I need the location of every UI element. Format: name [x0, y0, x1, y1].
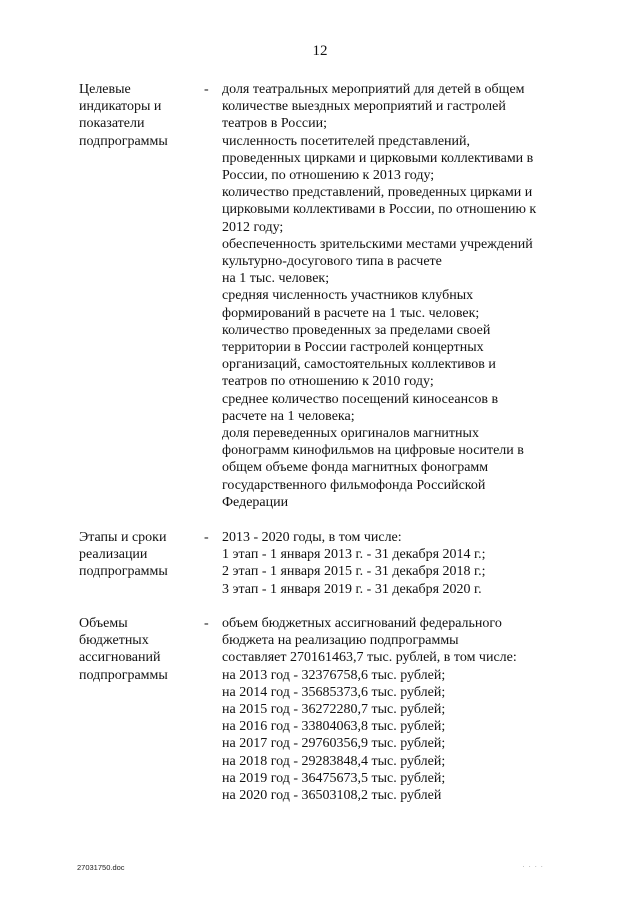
footer-filename: 27031750.doc — [77, 863, 125, 872]
section-label — [79, 615, 197, 684]
content-line: на 2019 год - 36475673,5 тыс. рублей; — [222, 770, 446, 786]
content-line: количество представлений, проведенных цирками и — [222, 185, 533, 201]
content-line: средняя численность участников клубных — [222, 288, 474, 304]
content-line: на 2018 год - 29283848,4 тыс. рублей; — [222, 753, 446, 769]
content-line: обеспеченность зрительскими местами учреждений — [222, 236, 533, 252]
section-dash: - — [204, 82, 209, 97]
label-line: реализации — [79, 547, 148, 563]
content-line: на 2013 год - 32376758,6 тыс. рублей; — [222, 667, 446, 683]
content-line: Федерации — [222, 494, 289, 510]
content-line: формирований в расчете на 1 тыс. человек; — [222, 305, 480, 321]
content-line: 2013 - 2020 годы, в том числе: — [222, 530, 402, 545]
content-line: проведенных цирками и цирковыми коллективами в — [222, 150, 534, 166]
content-line: России, по отношению к 2013 году; — [222, 168, 435, 184]
content-line: 3 этап - 1 января 2019 г. - 31 декабря 2020 г. — [222, 581, 482, 597]
content-line: цирковыми коллективами в России, по отношению к — [222, 202, 537, 218]
content-line: расчете на 1 человека; — [222, 408, 355, 424]
content-line: культурно-досугового типа в расчете — [222, 254, 442, 270]
content-line: 1 этап - 1 января 2013 г. - 31 декабря 2014 г.; — [222, 547, 486, 563]
section-dash: - — [204, 530, 209, 545]
content-line: фонограмм кинофильмов на цифровые носители в — [222, 443, 524, 459]
label-line: индикаторы и — [79, 99, 162, 115]
label-line: показатели — [79, 116, 145, 132]
section-content — [222, 615, 572, 804]
label-line: бюджетных — [79, 633, 149, 649]
content-line: среднее количество посещений киносеансов в — [222, 391, 499, 407]
label-line: подпрограммы — [79, 564, 168, 580]
label-line: Объемы — [79, 616, 128, 631]
content-line: территории в России гастролей концертных — [222, 340, 484, 356]
content-line: доля театральных мероприятий для детей в общем — [222, 82, 525, 97]
content-line: объем бюджетных ассигнований федерального — [222, 616, 502, 631]
content-line: организаций, самостоятельных коллективов и — [222, 357, 496, 373]
section-label — [79, 529, 197, 581]
content-line: на 2017 год - 29760356,9 тыс. рублей; — [222, 736, 446, 752]
content-line: театров в России; — [222, 116, 327, 132]
content-line: количество проведенных за пределами своей — [222, 322, 491, 338]
section-label — [79, 81, 197, 150]
content-line: 2012 году; — [222, 219, 284, 235]
section-content — [222, 529, 572, 598]
content-line: на 2016 год - 33804063,8 тыс. рублей; — [222, 719, 446, 735]
label-line: Целевые — [79, 82, 131, 97]
content-line: на 2015 год - 36272280,7 тыс. рублей; — [222, 702, 446, 718]
label-line: подпрограммы — [79, 667, 168, 683]
content-line: на 2020 год - 36503108,2 тыс. рублей — [222, 788, 442, 804]
content-line: государственного фильмофонда Российской — [222, 477, 486, 493]
section-dash: - — [204, 616, 209, 631]
content-line: количестве выездных мероприятий и гастролей — [222, 99, 506, 115]
section-content — [222, 81, 572, 511]
label-line: подпрограммы — [79, 133, 168, 149]
content-line: составляет 270161463,7 тыс. рублей, в том числе: — [222, 650, 517, 666]
content-line: численность посетителей представлений, — [222, 133, 471, 149]
scan-artifact: · · · · — [522, 863, 544, 871]
content-line: доля переведенных оригиналов магнитных — [222, 426, 479, 442]
content-line: театров по отношению к 2010 году; — [222, 374, 434, 390]
content-line: бюджета на реализацию подпрограммы — [222, 633, 459, 649]
page-number: 12 — [312, 43, 328, 59]
content-line: общем объеме фонда магнитных фонограмм — [222, 460, 489, 476]
label-line: Этапы и сроки — [79, 530, 167, 545]
content-line: на 2014 год - 35685373,6 тыс. рублей; — [222, 684, 446, 700]
label-line: ассигнований — [79, 650, 161, 666]
content-line: на 1 тыс. человек; — [222, 271, 330, 287]
content-line: 2 этап - 1 января 2015 г. - 31 декабря 2018 г.; — [222, 564, 486, 580]
